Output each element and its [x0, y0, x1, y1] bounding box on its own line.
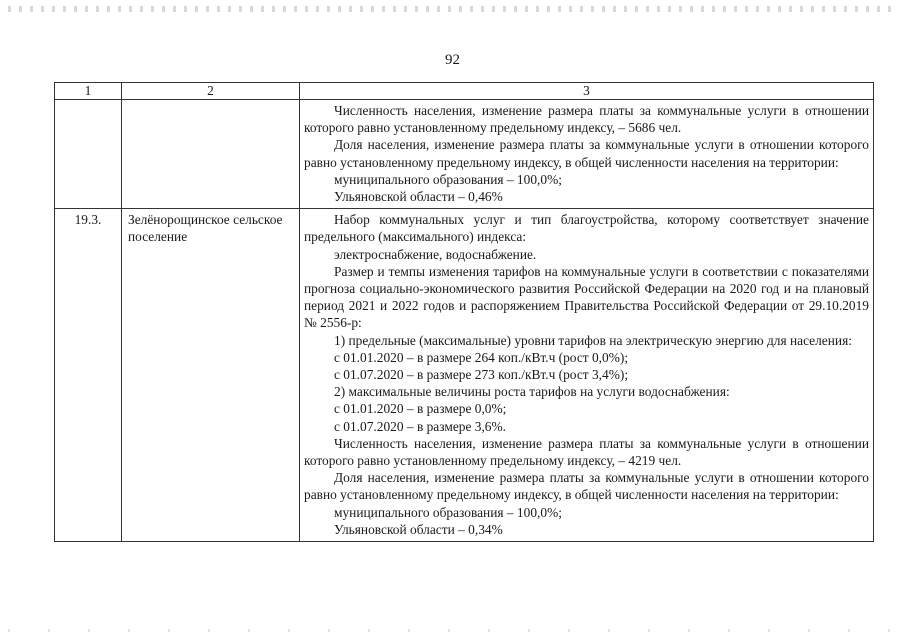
paragraph: Набор коммунальных услуг и тип благоустройства, которому соответствует значение предельного (максимального) индекса:: [304, 212, 869, 245]
paragraph: Размер и темпы изменения тарифов на коммунальные услуги в соответствии с показателями прогноза социально-экономического развития Российской Федерации на 2020 год и на плановый период 2021 и 2022 годов и распоряжением Правительства Российской Федерации от 29.10.2019 № 2556-р:: [304, 263, 869, 331]
scan-artifact-top: [8, 6, 897, 12]
paragraph: 2) максимальные величины роста тарифов на услуги водоснабжения:: [334, 384, 730, 400]
column-header-3: 3: [300, 83, 874, 100]
page-number: 92: [445, 52, 460, 68]
table-header-row: [55, 83, 874, 100]
tariff-table: [54, 82, 874, 542]
table-row: [55, 209, 874, 542]
paragraph: муниципального образования – 100,0%;: [334, 504, 562, 520]
table-row: [55, 100, 874, 209]
column-header-1: 1: [55, 83, 122, 100]
description-cell: [300, 209, 874, 542]
paragraph: Ульяновской области – 0,46%: [334, 189, 503, 205]
paragraph: электроснабжение, водоснабжение.: [334, 246, 537, 262]
column-header-2: 2: [122, 83, 300, 100]
paragraph: Численность населения, изменение размера платы за коммунальные услуги в отношении которого равно установленному предельному индексу, – 5686 чел.: [304, 103, 869, 136]
paragraph: муниципального образования – 100,0%;: [334, 171, 562, 187]
row-number-cell: [55, 100, 122, 209]
paragraph: Доля населения, изменение размера платы за коммунальные услуги в отношении которого равно установленному предельному индексу, в общей численности населения на территории:: [304, 470, 869, 503]
paragraph: с 01.07.2020 – в размере 273 коп./кВт.ч (рост 3,4%);: [334, 367, 629, 383]
scan-artifact-bottom: [8, 629, 897, 632]
paragraph: Численность населения, изменение размера платы за коммунальные услуги в отношении которого равно установленному предельному индексу, – 4219 чел.: [304, 435, 869, 469]
paragraph: с 01.01.2020 – в размере 0,0%;: [334, 401, 507, 417]
paragraph: с 01.07.2020 – в размере 3,6%.: [334, 418, 506, 434]
description-cell: [300, 100, 874, 209]
settlement-name-cell: [122, 100, 300, 209]
paragraph: с 01.01.2020 – в размере 264 коп./кВт.ч (рост 0,0%);: [334, 349, 629, 365]
paragraph: Доля населения, изменение размера платы за коммунальные услуги в отношении которого равно установленному предельному индексу, в общей численности населения на территории:: [304, 137, 869, 170]
row-number-cell: 19.3.: [55, 209, 122, 542]
settlement-name-cell: Зелёнорощинское сельское поселение: [122, 209, 300, 542]
paragraph: Ульяновской области – 0,34%: [334, 521, 503, 537]
paragraph: 1) предельные (максимальные) уровни тарифов на электрическую энергию для населения:: [334, 332, 852, 348]
